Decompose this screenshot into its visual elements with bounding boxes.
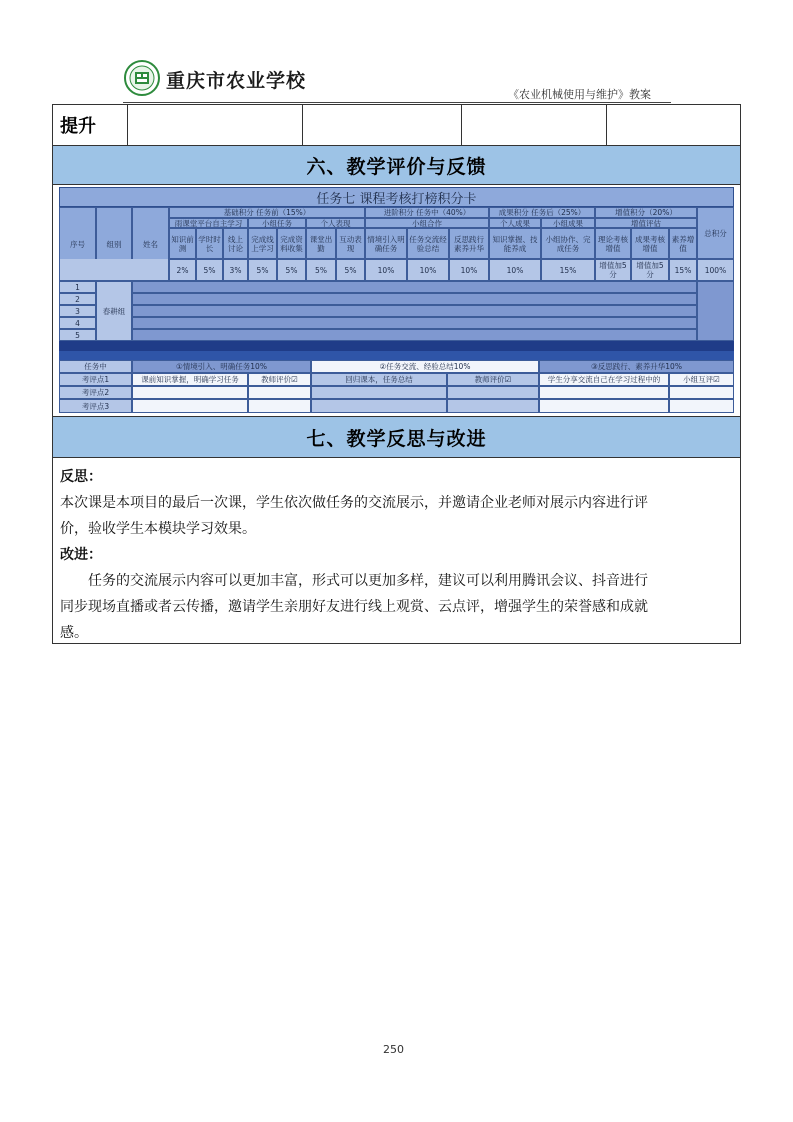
subgroup-team-task: 小组任务 xyxy=(248,218,306,228)
group-advanced: 进阶积分 任务中（40%） xyxy=(365,207,489,218)
item-weight: 5% xyxy=(196,259,223,281)
reflection-heading: 反思： xyxy=(60,469,102,485)
item-name: 知识掌握、技能养成 xyxy=(489,228,541,259)
subgroup-personal-result: 个人成果 xyxy=(489,218,541,228)
item-weight: 15% xyxy=(669,259,697,281)
col-header-name: 姓名 xyxy=(132,207,169,281)
dark-separator xyxy=(59,341,734,351)
item-name: 学时时长 xyxy=(196,228,223,259)
item-weight: 5% xyxy=(306,259,336,281)
school-emblem-icon xyxy=(124,60,160,96)
stage-a: ①情境引入、明确任务10% xyxy=(132,360,311,373)
section-header-reflection xyxy=(53,417,740,457)
item-name: 情境引入明确任务 xyxy=(365,228,407,259)
section-title: 七、教学反思与改进 xyxy=(306,427,487,450)
item-weight: 5% xyxy=(336,259,365,281)
row-seq: 2 xyxy=(59,293,96,305)
data-row xyxy=(132,293,697,305)
score-card-title: 任务七 课程考核打榜积分卡 xyxy=(59,187,734,207)
item-name: 完成资料收集 xyxy=(277,228,306,259)
total-weight: 100% xyxy=(697,259,734,281)
exam-point-cell xyxy=(132,386,248,399)
row-seq: 1 xyxy=(59,281,96,293)
exam-point-cell xyxy=(539,399,669,413)
cell-divider xyxy=(606,104,607,146)
exam-point-cell xyxy=(447,386,539,399)
item-weight: 15% xyxy=(541,259,595,281)
improvement-line: 同步现场直播或者云传播，邀请学生亲朋好友进行线上观赏、云点评，增强学生的荣誉感和成就 xyxy=(60,599,648,615)
item-name: 成果考核增值 xyxy=(631,228,669,259)
stage-label: 任务中 xyxy=(59,360,132,373)
item-name: 反思践行素养升华 xyxy=(449,228,489,259)
item-weight: 10% xyxy=(449,259,489,281)
school-name: 重庆市农业学校 xyxy=(166,70,307,92)
exam-point-cell xyxy=(447,399,539,413)
col-header-seq: 序号 xyxy=(59,207,96,281)
exam-point-cell xyxy=(311,399,447,413)
row-divider xyxy=(52,184,741,185)
item-name: 线上讨论 xyxy=(223,228,248,259)
col-header-total: 总积分 xyxy=(697,207,734,259)
exam-point-cell xyxy=(248,399,311,413)
improvement-line: 任务的交流展示内容可以更加丰富，形式可以更加多样，建议可以利用腾讯会议、抖音进行 xyxy=(88,573,648,589)
data-row xyxy=(132,329,697,341)
exam-point-label: 考评点3 xyxy=(59,399,132,413)
subgroup-personal: 个人表现 xyxy=(306,218,365,228)
item-weight: 5% xyxy=(248,259,277,281)
item-name: 任务交流经验总结 xyxy=(407,228,449,259)
item-weight: 2% xyxy=(169,259,196,281)
item-name: 素养增值 xyxy=(669,228,697,259)
item-weight: 10% xyxy=(489,259,541,281)
improvement-heading: 改进： xyxy=(60,547,102,563)
score-card xyxy=(59,187,734,413)
exam-point-cell: 教师评价☑ xyxy=(447,373,539,386)
subgroup-team-result: 小组成果 xyxy=(541,218,595,228)
exam-point-cell: 课前知识掌握，明确学习任务 xyxy=(132,373,248,386)
data-total xyxy=(697,281,734,341)
subgroup-team-coop: 小组合作 xyxy=(365,218,489,228)
exam-point-cell xyxy=(669,399,734,413)
row-label-tisheng: 提升 xyxy=(60,116,96,137)
exam-point-cell: 教师评价☑ xyxy=(248,373,311,386)
blue-separator xyxy=(59,351,734,360)
header-divider xyxy=(123,102,671,103)
reflection-line: 价，验收学生本模块学习效果。 xyxy=(60,521,256,537)
data-row xyxy=(132,317,697,329)
data-row xyxy=(132,305,697,317)
row-seq: 4 xyxy=(59,317,96,329)
exam-point-cell xyxy=(539,386,669,399)
group-basic: 基础积分 任务前（15%） xyxy=(169,207,365,218)
item-name: 小组协作、完成任务 xyxy=(541,228,595,259)
item-name: 完成线上学习 xyxy=(248,228,277,259)
exam-point-cell: 回归课本，任务总结 xyxy=(311,373,447,386)
item-weight: 3% xyxy=(223,259,248,281)
cell-divider xyxy=(302,104,303,146)
course-title: 《农业机械使用与维护》教案 xyxy=(508,88,651,101)
row-divider xyxy=(52,457,741,458)
exam-point-label: 考评点2 xyxy=(59,386,132,399)
data-row xyxy=(132,281,697,293)
group-name: 春耕组 xyxy=(96,281,132,341)
item-weight: 10% xyxy=(407,259,449,281)
page-number: 250 xyxy=(383,1043,404,1056)
group-value: 增值积分（20%） xyxy=(595,207,697,218)
weight-spacer xyxy=(59,259,169,281)
subgroup-rain-class: 雨课堂平台自主学习 xyxy=(169,218,248,228)
exam-point-cell xyxy=(132,399,248,413)
exam-point-label: 考评点1 xyxy=(59,373,132,386)
item-name: 理论考核增值 xyxy=(595,228,631,259)
item-weight: 增值加5分 xyxy=(595,259,631,281)
exam-point-cell xyxy=(311,386,447,399)
exam-point-cell: 小组互评☑ xyxy=(669,373,734,386)
subgroup-value-eval: 增值评估 xyxy=(595,218,697,228)
col-header-group: 组别 xyxy=(96,207,132,281)
section-title: 六、教学评价与反馈 xyxy=(306,155,487,178)
cell-divider xyxy=(127,104,128,146)
stage-b: ②任务交流、经验总结10% xyxy=(311,360,539,373)
stage-c: ③反思践行、素养升华10% xyxy=(539,360,734,373)
row-seq: 3 xyxy=(59,305,96,317)
exam-point-cell xyxy=(669,386,734,399)
section-header-evaluation xyxy=(53,146,740,184)
group-result: 成果积分 任务后（25%） xyxy=(489,207,595,218)
item-name: 互动表现 xyxy=(336,228,365,259)
exam-point-cell: 学生分享交流自己在学习过程中的 xyxy=(539,373,669,386)
item-weight: 增值加5分 xyxy=(631,259,669,281)
item-name: 课堂出勤 xyxy=(306,228,336,259)
row-seq: 5 xyxy=(59,329,96,341)
item-weight: 10% xyxy=(365,259,407,281)
cell-divider xyxy=(461,104,462,146)
reflection-line: 本次课是本项目的最后一次课，学生依次做任务的交流展示，并邀请企业老师对展示内容进行评 xyxy=(60,495,648,511)
item-weight: 5% xyxy=(277,259,306,281)
improvement-line: 感。 xyxy=(60,625,88,641)
exam-point-cell xyxy=(248,386,311,399)
item-name: 知识前测 xyxy=(169,228,196,259)
